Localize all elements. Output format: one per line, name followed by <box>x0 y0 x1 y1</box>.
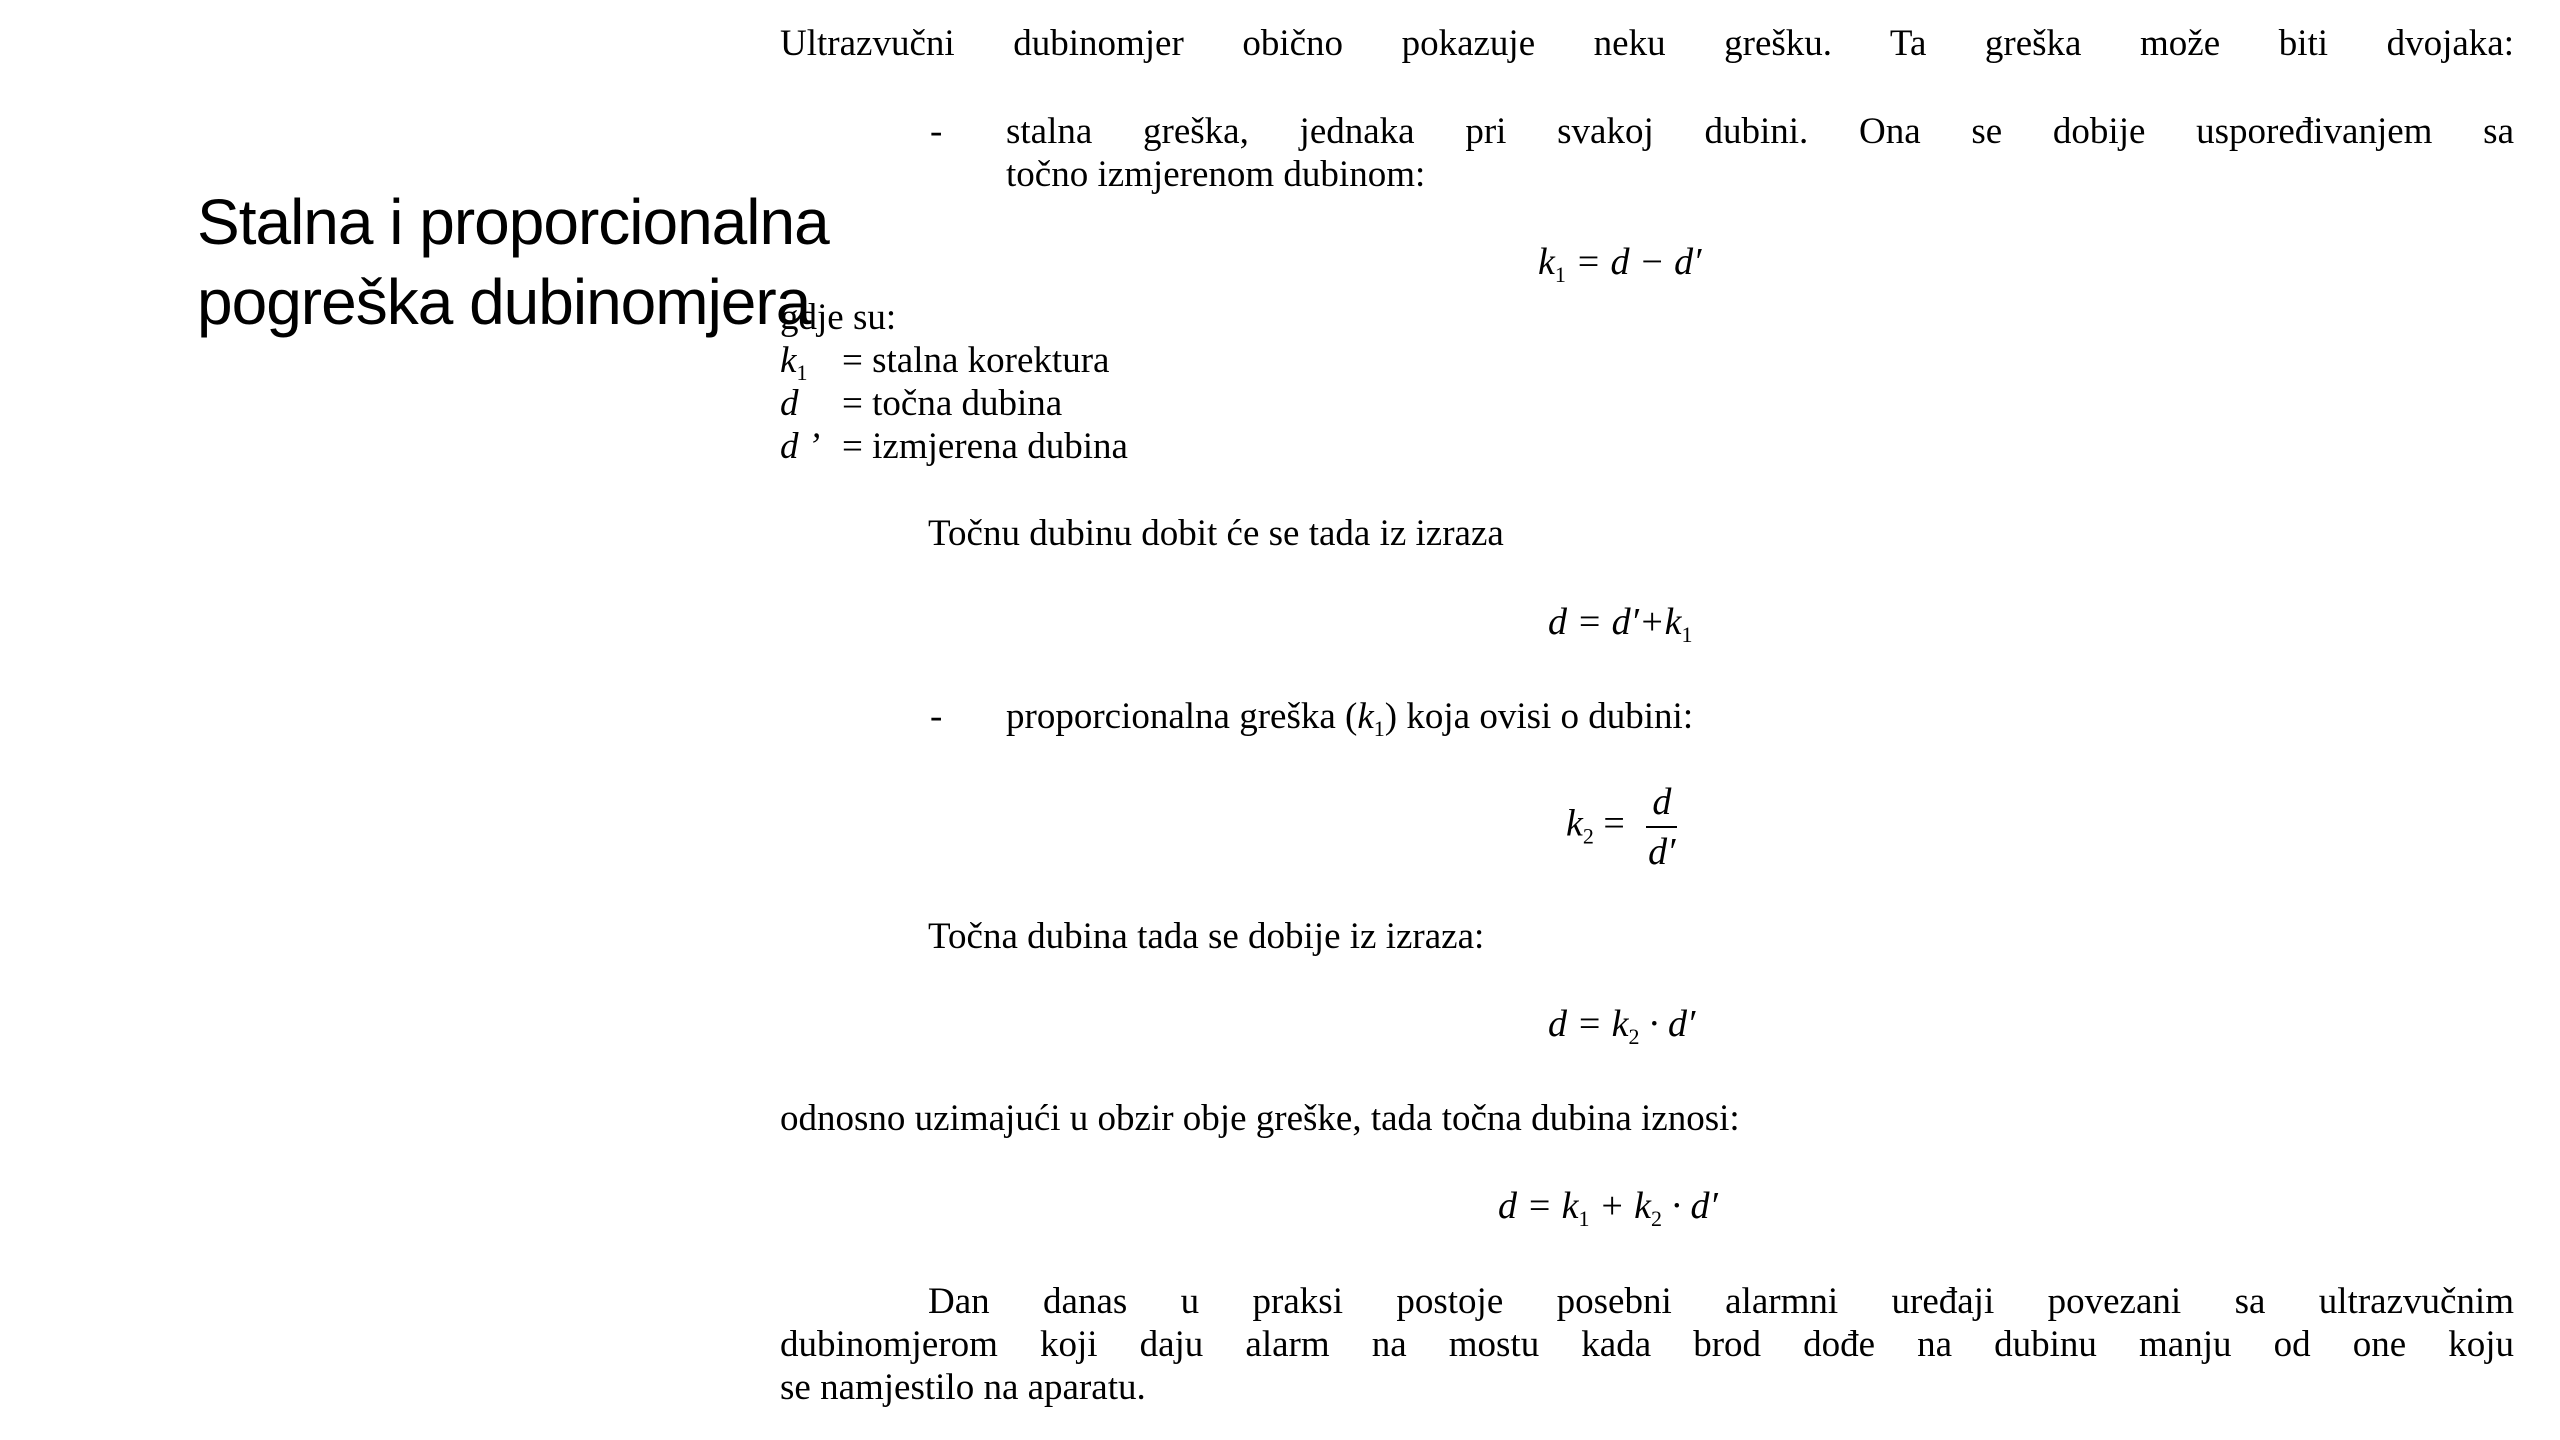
eq4-a: d = k <box>1548 1003 1629 1045</box>
bullet-dash-1: - <box>930 111 943 152</box>
def-k1-text: = stalna korektura <box>842 340 1110 381</box>
equation-exact-depth-1 <box>1548 600 1692 648</box>
item2-before: proporcionalna greška ( <box>1006 696 1358 737</box>
text-both-errors: odnosno uzimajući u obzir obje greške, tada točna dubina iznosi: <box>780 1098 1740 1139</box>
definition-d <box>780 382 1062 425</box>
eq3-fraction <box>1646 780 1677 874</box>
title-line-2: pogreška dubinomjera <box>197 266 811 338</box>
eq5-c: · d′ <box>1671 1185 1718 1227</box>
eq1-lhs: k <box>1538 241 1555 283</box>
equation-exact-depth-2 <box>1548 1002 1695 1050</box>
eq5-b-sub: 2 <box>1651 1206 1663 1231</box>
bullet-dash-2: - <box>930 696 943 737</box>
title-line-1: Stalna i proporcionalna <box>197 186 829 258</box>
where-label: gdje su: <box>780 297 897 338</box>
item2-sub: 1 <box>1373 716 1385 741</box>
eq1-lhs-sub: 1 <box>1554 262 1566 287</box>
item2-symbol: k <box>1357 696 1374 737</box>
def-k1-symbol: k <box>780 340 797 381</box>
slide-title <box>197 182 957 342</box>
eq3-denominator: d′ <box>1648 831 1676 873</box>
closing-line-2: dubinomjerom koji daju alarm na mostu kada brod dođe na dubinu manju od one koju <box>780 1324 2514 1365</box>
intro-paragraph: Ultrazvučni dubinomjer obično pokazuje neku grešku. Ta greška može biti dvojaka: <box>780 23 2514 64</box>
eq5-b: + k <box>1599 1185 1652 1227</box>
document-page <box>780 0 2514 1440</box>
equation-constant-error <box>1538 240 1701 288</box>
def-dprime-text: = izmjerena dubina <box>842 426 1128 467</box>
item1-line-1: stalna greška, jednaka pri svakoj dubini. Ona se dobije uspoređivanjem sa <box>1006 111 2514 152</box>
eq5-a: d = k <box>1498 1185 1579 1227</box>
equation-proportional-error <box>1566 780 1677 874</box>
closing-line-3: se namjestilo na aparatu. <box>780 1367 1146 1408</box>
equation-combined <box>1498 1184 1718 1232</box>
def-d-text: = točna dubina <box>842 383 1063 424</box>
eq4-a-sub: 2 <box>1628 1024 1640 1049</box>
definition-d-prime <box>780 425 1128 468</box>
item2-after: ) koja ovisi o dubini: <box>1384 696 1694 737</box>
eq2-sub: 1 <box>1681 622 1693 647</box>
eq3-lhs: k <box>1566 802 1583 845</box>
text-exact-depth-2: Točna dubina tada se dobije iz izraza: <box>928 916 1485 957</box>
closing-line-1: Dan danas u praksi postoje posebni alarmni uređaji povezani sa ultrazvučnim <box>928 1281 2514 1322</box>
item1-line-2: točno izmjerenom dubinom: <box>1006 154 1426 195</box>
item2-line <box>1006 695 1693 742</box>
eq3-numerator: d <box>1646 780 1677 828</box>
text-exact-depth-1: Točnu dubinu dobit će se tada iz izraza <box>928 513 1504 554</box>
eq2-text: d = d′+k <box>1548 601 1682 643</box>
eq5-a-sub: 1 <box>1578 1206 1590 1231</box>
definition-k1 <box>780 339 1109 386</box>
def-d-symbol: d <box>780 383 799 424</box>
eq1-rhs: = d − d′ <box>1575 241 1702 283</box>
eq3-equals: = <box>1603 802 1625 845</box>
def-k1-sub: 1 <box>796 360 808 385</box>
def-dprime-symbol: d ’ <box>780 426 821 467</box>
eq3-lhs-sub: 2 <box>1582 823 1594 849</box>
eq4-b: · d′ <box>1649 1003 1696 1045</box>
